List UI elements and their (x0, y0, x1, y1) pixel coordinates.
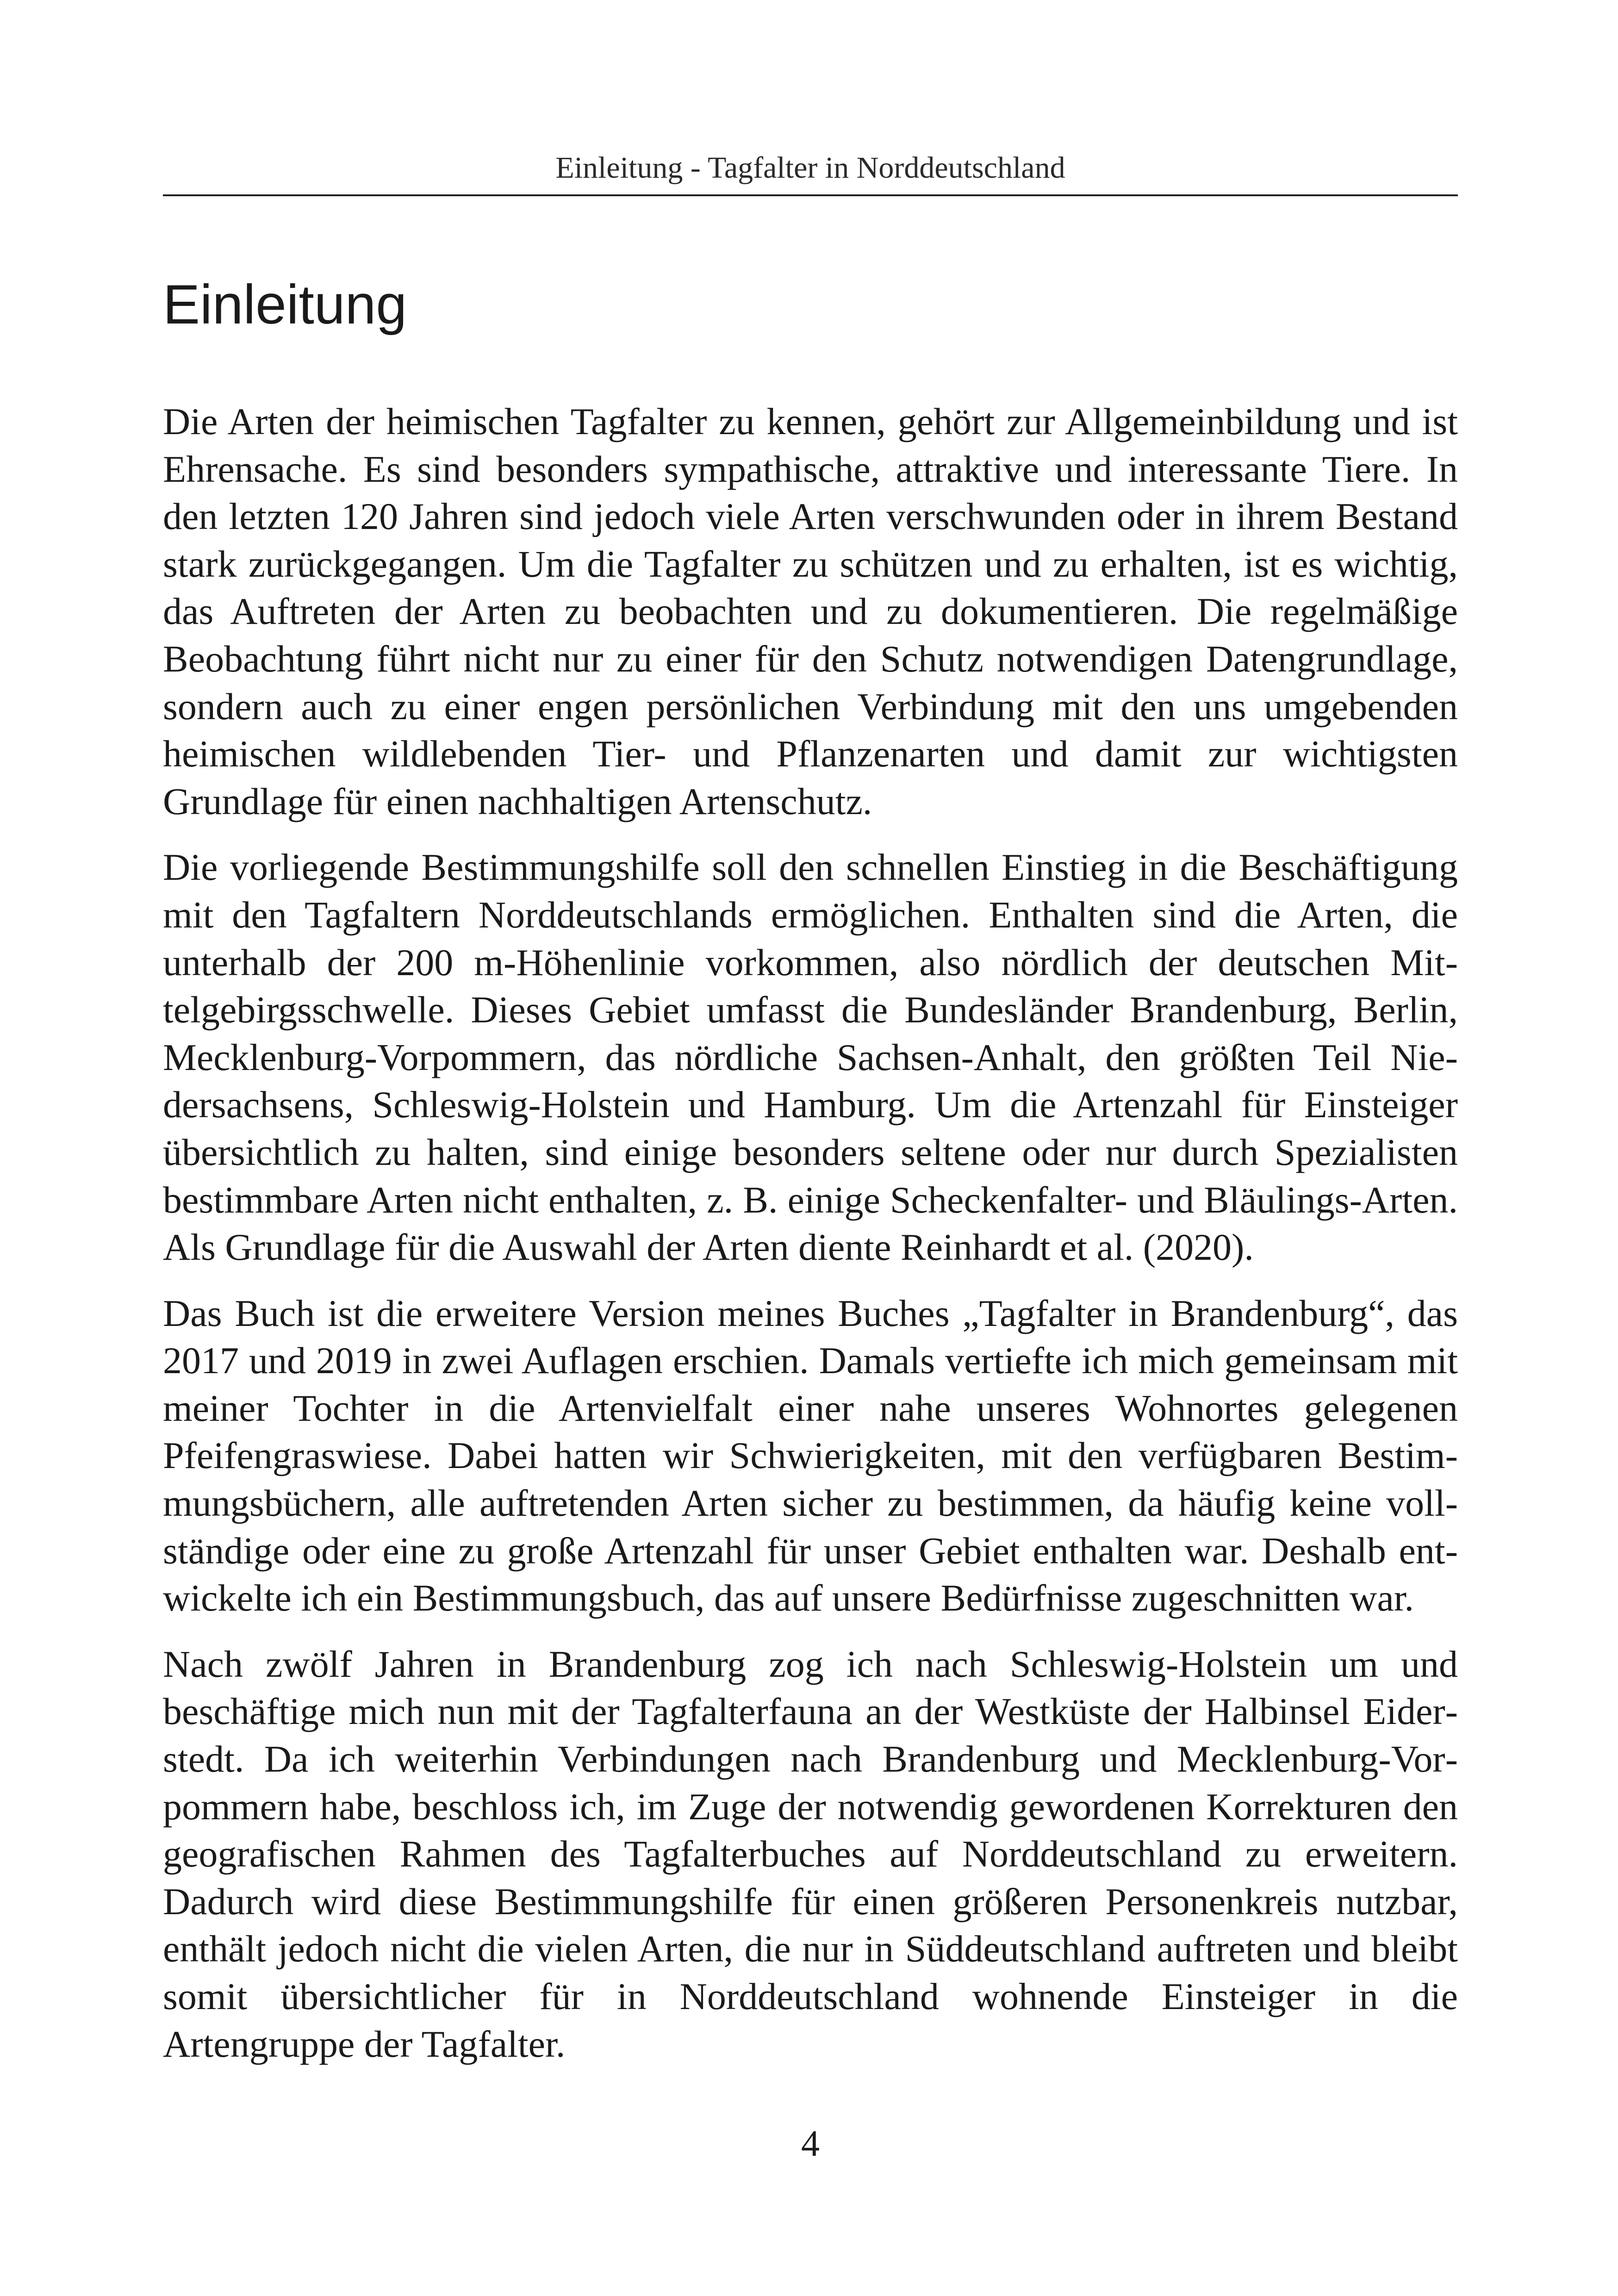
paragraph: Die vorliegende Bestimmungshilfe soll den schnellen Einstieg in die Beschäftigung mit den Tagfaltern Norddeutschlands ermöglichen. Enthalten sind die Arten, die unterhalb der 200 m-Höhenlinie vorkommen, also nördlich der deutschen Mittelgebirgsschwelle. Dieses Gebiet umfasst die Bundesländer Brandenburg, Berlin, Mecklenburg-Vorpommern, das nördliche Sachsen-Anhalt, den größten Teil Niedersachsens, Schleswig-Holstein und Hamburg. Um die Artenzahl für Einsteiger übersichtlich zu halten, sind einige besonders seltene oder nur durch Spezialisten bestimmbare Arten nicht enthalten, z. B. einige Scheckenfalter- und Bläulings-Arten. Als Grundlage für die Auswahl der Arten diente Reinhardt et al. (2020). (163, 846, 1458, 1269)
chapter-title: Einleitung (163, 274, 407, 336)
header-rule (163, 194, 1458, 196)
running-header: Einleitung - Tagfalter in Norddeutschland (555, 151, 1065, 185)
body-text (163, 398, 1458, 2086)
paragraph: Nach zwölf Jahren in Brandenburg zog ich nach Schleswig-Holstein um und beschäftige mich nun mit der Tagfalterfauna an der Westküste der Halbinsel Eiderstedt. Da ich weiterhin Verbindungen nach Brandenburg und Mecklenburg-Vorpommern habe, beschloss ich, im Zuge der notwendig gewordenen Korrekturen den geografischen Rahmen des Tagfalterbuches auf Norddeutschland zu erweitern. Dadurch wird diese Bestimmungshilfe für einen größeren Personenkreis nutzbar, enthält jedoch nicht die vielen Arten, die nur in Süddeutschland auftreten und bleibt somit übersichtlicher für in Norddeutschland wohnende Einsteiger in die Artengruppe der Tagfalter. (163, 1643, 1458, 2065)
page-number: 4 (801, 2123, 820, 2164)
paragraph: Die Arten der heimischen Tagfalter zu kennen, gehört zur Allgemeinbildung und ist Ehrensache. Es sind besonders sympathische, attraktive und interessante Tiere. In den letzten 120 Jahren sind jedoch viele Arten verschwunden oder in ihrem Bestand stark zurückgegangen. Um die Tagfalter zu schützen und zu erhalten, ist es wichtig, das Auftreten der Arten zu beobachten und zu dokumentieren. Die regelmäßige Beobachtung führt nicht nur zu einer für den Schutz notwendigen Datengrundlage, sondern auch zu einer engen persönlichen Verbindung mit den uns umgebenden heimischen wildlebenden Tier- und Pflanzenarten und damit zur wichtigsten Grundlage für einen nachhaltigen Artenschutz. (163, 400, 1458, 822)
paragraph: Das Buch ist die erweitere Version meines Buches „Tagfalter in Brandenburg“, das 2017 und 2019 in zwei Auflagen erschien. Damals vertiefte ich mich gemeinsam mit meiner Tochter in die Artenvielfalt einer nahe unseres Wohnortes gelegenen Pfeifengraswiese. Dabei hatten wir Schwierigkeiten, mit den verfügbaren Bestimmungsbüchern, alle auftretenden Arten sicher zu bestimmen, da häufig keine vollständige oder eine zu große Artenzahl für unser Gebiet enthalten war. Deshalb entwickelte ich ein Bestimmungsbuch, das auf unsere Bedürfnisse zugeschnitten war. (163, 1292, 1458, 1619)
